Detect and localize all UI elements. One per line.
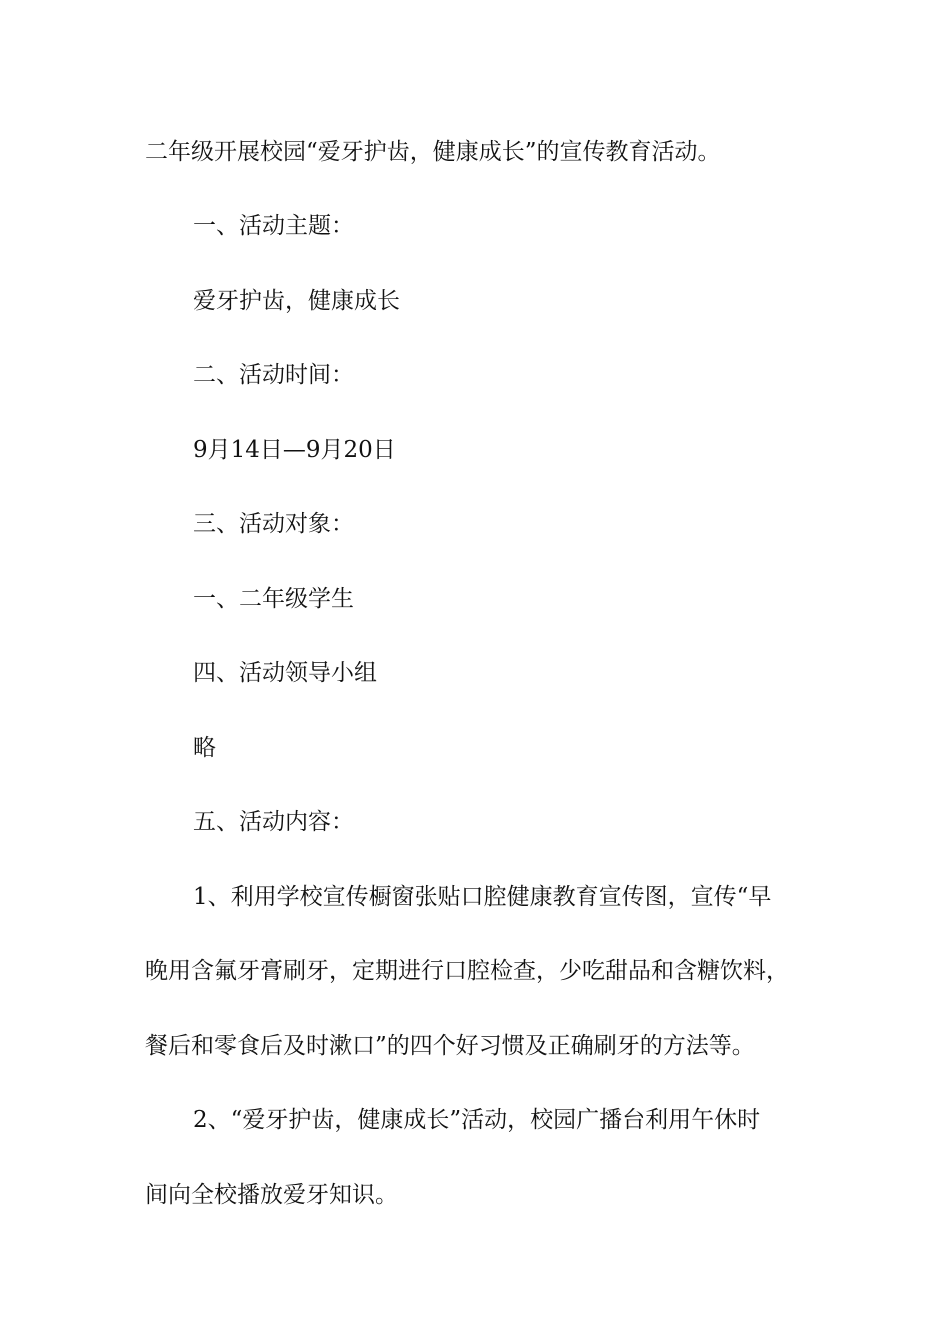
content-item-1-line-1: 1、利用学校宣传橱窗张贴口腔健康教育宣传图，宣传“早 xyxy=(193,884,772,910)
section-heading-leadership: 四、活动领导小组 xyxy=(193,660,377,686)
section-heading-time: 二、活动时间： xyxy=(193,362,354,388)
audience-text: 一、二年级学生 xyxy=(193,586,354,612)
leadership-text: 略 xyxy=(193,735,216,761)
theme-text: 爱牙护齿，健康成长 xyxy=(193,288,400,314)
content-item-2-line-1: 2、“爱牙护齿，健康成长”活动，校园广播台利用午休时 xyxy=(193,1107,761,1133)
content-item-2-line-2: 间向全校播放爱牙知识。 xyxy=(145,1182,398,1208)
section-heading-audience: 三、活动对象： xyxy=(193,511,354,537)
content-item-1-line-2: 晚用含氟牙膏刷牙，定期进行口腔检查，少吃甜品和含糖饮料， xyxy=(145,958,789,984)
section-heading-content: 五、活动内容： xyxy=(193,809,354,835)
section-heading-theme: 一、活动主题： xyxy=(193,213,354,239)
time-text: 9月14日—9月20日 xyxy=(193,437,396,463)
intro-paragraph: 二年级开展校园“爱牙护齿，健康成长”的宣传教育活动。 xyxy=(145,139,721,165)
content-item-1-line-3: 餐后和零食后及时漱口”的四个好习惯及正确刷牙的方法等。 xyxy=(145,1033,755,1059)
